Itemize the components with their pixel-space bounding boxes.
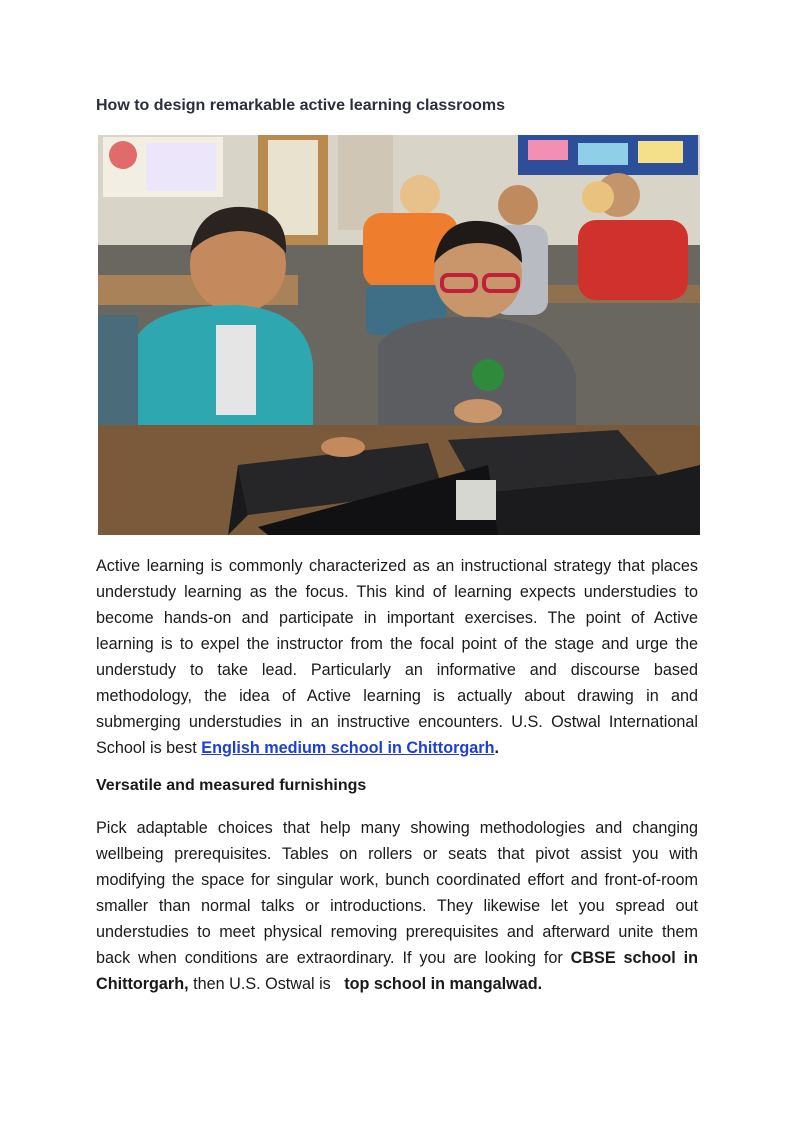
paragraph-text: Pick adaptable choices that help many showing methodologies and changing wellbeing prerequisites. Tables on rollers or seats that pivot assist you with modifying the space for singular work, bunch coordinated effort and front-of-room smaller than normal talks or introductions. They likewise let you spread out understudies to meet physical removing prerequisites and afterward unite them back when conditions are extraordinary. If you are looking for	[96, 819, 698, 967]
paragraph-active-learning	[96, 553, 698, 761]
classroom-photo-icon	[98, 135, 700, 535]
top-school-bold: top school in mangalwad.	[344, 975, 543, 993]
section-subheading: Versatile and measured furnishings	[96, 777, 367, 794]
paragraph-text: Active learning is commonly characterized as an instructional strategy that places understudy learning as the focus. This kind of learning expects understudies to become hands-on and participate in important exercises. The point of Active learning is to expel the instructor from the focal point of the stage and urge the understudy to take lead. Particularly an informative and discourse based methodology, the idea of Active learning is actually about drawing in and submerging understudies in an instructive encounters. U.S. Ostwal International School is best	[96, 557, 698, 757]
english-medium-school-link[interactable]: English medium school in Chittorgarh	[201, 739, 495, 757]
cbse-school-bold: CBSE school in Chittorgarh,	[96, 949, 698, 993]
article-title: How to design remarkable active learning classrooms	[96, 97, 506, 114]
paragraph-text-mid: then U.S. Ostwal is	[188, 975, 345, 993]
paragraph-end-punctuation: .	[494, 739, 499, 757]
paragraph-furnishings	[96, 815, 698, 997]
